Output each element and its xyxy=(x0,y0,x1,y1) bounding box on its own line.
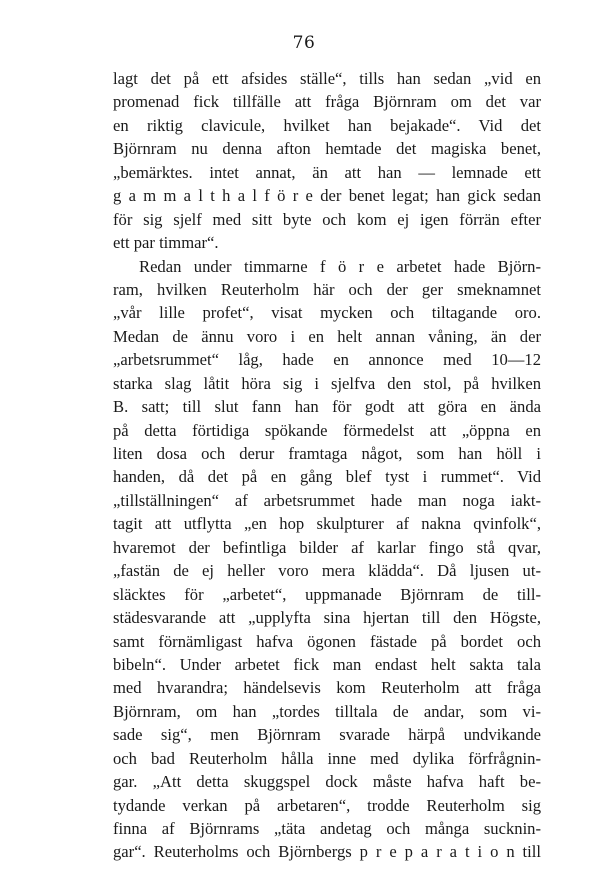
text-line: på detta förtidiga spökande förmedelst att „öppna en xyxy=(113,420,541,440)
text-line: B. satt; till slut fann han för godt att göra en ända xyxy=(113,397,541,417)
page-number: 76 xyxy=(292,33,316,53)
text-line: tydande verkan på arbetaren“, trodde Reuterholm sig xyxy=(113,795,541,815)
text-line: Björnram nu denna afton hemtade det magiska benet, xyxy=(113,139,541,159)
text-line: Björnram, om han „tordes tilltala de andar, som vi- xyxy=(113,701,541,721)
text-line: „fastän de ej heller voro mera klädda“. Då ljusen ut- xyxy=(113,561,541,581)
text-line: hvaremot der befintliga bilder af karlar fingo stå qvar, xyxy=(113,537,541,557)
text-line: gar“. Reuterholms och Björnbergs p r e p a r a t i o n till xyxy=(113,842,541,862)
text-line: för sig sjelf med sitt byte och kom ej igen förrän efter xyxy=(113,209,541,229)
text-line: ett par timmar“. xyxy=(113,233,219,253)
text-line: promenad fick tillfälle att fråga Björnram om det var xyxy=(113,92,541,112)
text-line: med hvarandra; händelsevis kom Reuterholm att fråga xyxy=(113,678,541,698)
text-line: gar. „Att detta skuggspel dock måste hafva haft be- xyxy=(113,772,541,792)
text-line: släcktes för „arbetet“, uppmanade Björnram de till- xyxy=(113,584,541,604)
text-line: g a m m a l t h a l f ö r e der benet legat; han gick sedan xyxy=(113,186,541,206)
text-line: „arbetsrummet“ låg, hade en annonce med 10—12 xyxy=(113,350,541,370)
text-line: och bad Reuterholm hålla inne med dylika förfrågnin- xyxy=(113,748,541,768)
text-line: bibeln“. Under arbetet fick man endast helt sakta tala xyxy=(113,654,541,674)
text-line: „vår lille profet“, visat mycken och tiltagande oro. xyxy=(113,303,541,323)
text-line: en riktig clavicule, hvilket han bejakade“. Vid det xyxy=(113,115,541,135)
text-line: starka slag låtit höra sig i sjelfva den stol, på hvilken xyxy=(113,373,541,393)
text-line: ram, hvilken Reuterholm här och der ger smeknamnet xyxy=(113,279,541,299)
text-line: finna af Björnrams „täta andetag och många sucknin- xyxy=(113,819,541,838)
text-line: lagt det på ett afsides ställe“, tills han sedan „vid en xyxy=(113,69,541,88)
text-line: samt förnämligast hafva ögonen fästade på bordet och xyxy=(113,631,541,651)
text-line: sade sig“, men Björnram svarade härpå undvikande xyxy=(113,725,541,745)
text-line: tagit att utflytta „en hop skulpturer af nakna qvinfolk“, xyxy=(113,514,541,534)
body-text xyxy=(113,67,541,864)
text-line: liten dosa och derur framtaga något, som han höll i xyxy=(113,444,541,463)
text-line: „bemärktes. intet annat, än att han — lemnade ett xyxy=(113,162,541,182)
text-line: Medan de ännu voro i en helt annan våning, än der xyxy=(113,326,541,346)
text-line: städesvarande att „upplyfta sina hjertan till den Högste, xyxy=(113,608,541,628)
text-line: handen, då det på en gång blef tyst i rummet“. Vid xyxy=(113,467,541,487)
paragraph-start-line: Redan under timmarne f ö r e arbetet hade Björn- xyxy=(139,256,541,276)
text-line: „tillställningen“ af arbetsrummet hade man noga iakt- xyxy=(113,490,541,510)
